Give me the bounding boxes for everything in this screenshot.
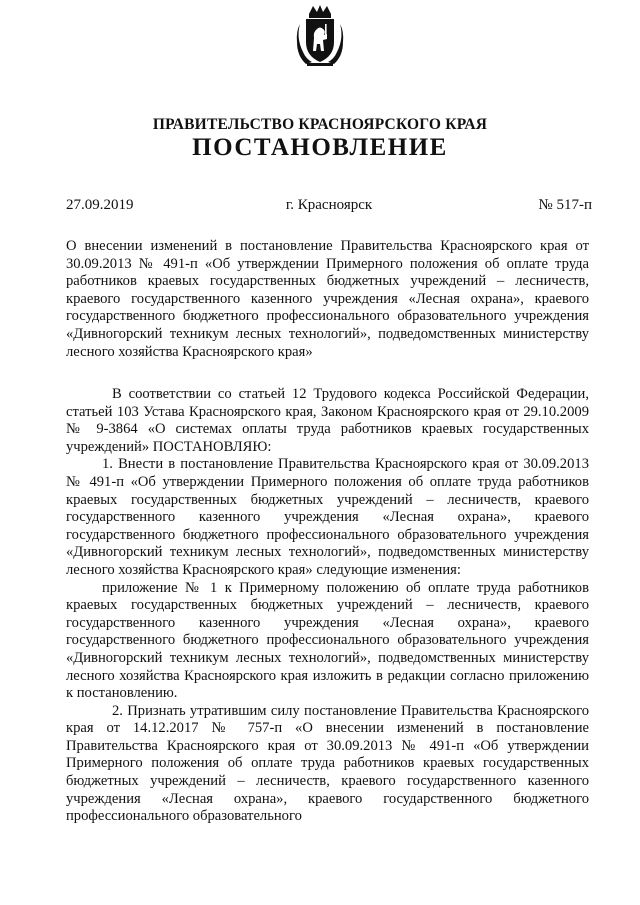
item-1-paragraph: 1. Внести в постановление Правительства Красноярского края от 30.09.2013 № 491-п «Об утверждении Примерного положения об оплате труда работников краевых государственных бюджетных учреждений – лесничеств, краевого государственного казенного учреждения «Лесная охрана», краевого государственного бюджетного профессионального образовательного учреждения «Дивногорский техникум лесных технологий», подведомственных министерству лесного хозяйства Красноярского края» следующие изменения: bbox=[66, 456, 589, 578]
preamble-paragraph: В соответствии со статьей 12 Трудового кодекса Российской Федерации, статьей 103 Устава Красноярского края, Законом Красноярского края от 29.10.2009 № 9-3864 «О системах оплаты труда работников краевых государственных учреждений» ПОСТАНОВЛЯЮ: bbox=[66, 386, 589, 455]
authority-title: ПРАВИТЕЛЬСТВО КРАСНОЯРСКОГО КРАЯ bbox=[152, 116, 488, 133]
item-2-paragraph: 2. Признать утратившим силу постановление Правительства Красноярского края от 14.12.2017 № 757-п «О внесении изменений в постановление Правительства Красноярского края от 30.09.2013 № 491-п «Об утверждении Примерного положения об оплате труда работников краевых государственных бюджетных учреждений – лесничеств, краевого государственного казенного учреждения «Лесная охрана», краевого государственного бюджетного профессионального образовательного bbox=[66, 702, 589, 825]
krasnoyarsk-coat-of-arms-icon bbox=[294, 4, 346, 68]
document-number: № 517-п bbox=[538, 197, 592, 213]
document-body bbox=[66, 386, 589, 826]
document-date: 27.09.2019 bbox=[66, 197, 134, 213]
document-city: г. Красноярск bbox=[285, 197, 373, 213]
document-subject: О внесении изменений в постановление Правительства Красноярского края от 30.09.2013 № 491-п «Об утверждении Примерного положения об оплате труда работников краевых государственных бюджетных учреждений – лесничеств, краевого государственного казенного учреждения «Лесная охрана», краевого государственного бюджетного профессионального образовательного учреждения «Дивногорский техникум лесных технологий», подведомственных министерству лесного хозяйства Красноярского края» bbox=[66, 238, 589, 360]
item-1-sub-paragraph: приложение № 1 к Примерному положению об оплате труда работников краевых государственных бюджетных учреждений – лесничеств, краевого государственного казенного учреждения «Лесная охрана», краевого государственного бюджетного профессионального образовательного учреждения «Дивногорский техникум лесных технологий», подведомственных министерству лесного хозяйства Красноярского края изложить в редакции согласно приложению к постановлению. bbox=[66, 579, 589, 702]
document-type: ПОСТАНОВЛЕНИЕ bbox=[192, 134, 448, 161]
